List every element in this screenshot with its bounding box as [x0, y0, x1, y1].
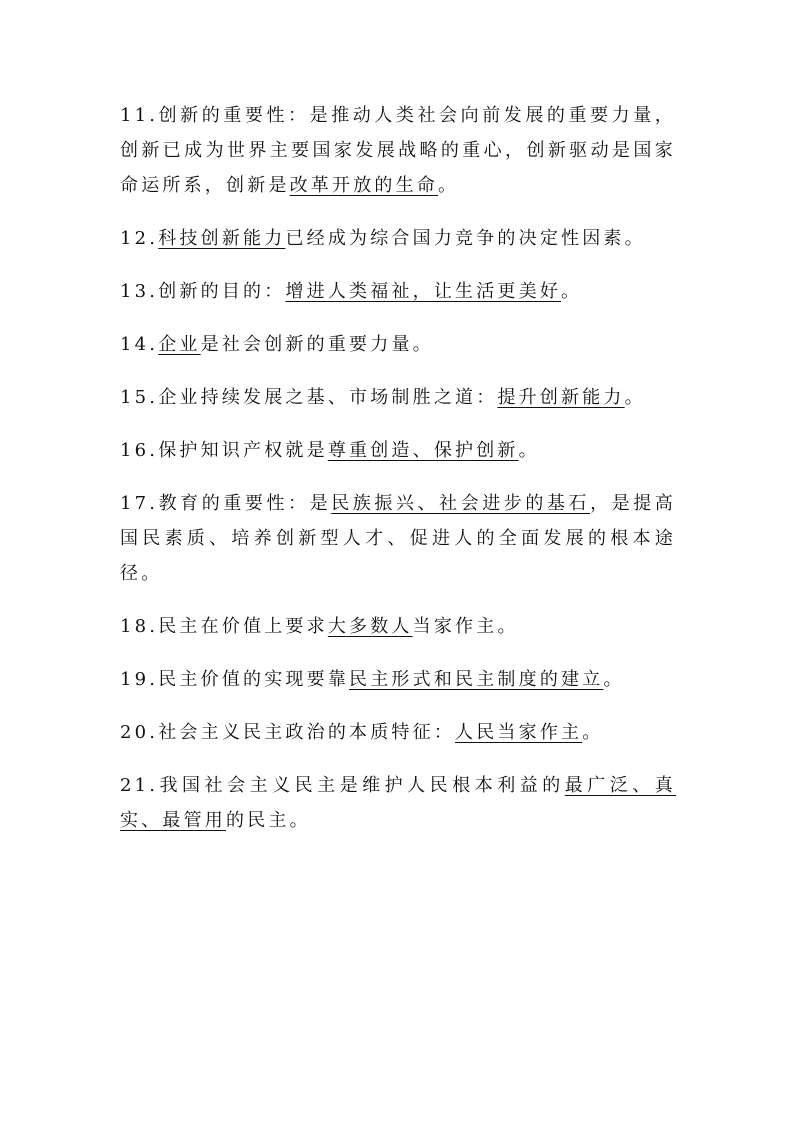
item-11-text-1: 11.创新的重要性：是推动人类社会向前发展的重要力量，创新已成为世界主要国家发展战略的重心，创新驱动是国家命运所系，创新是: [120, 105, 676, 196]
item-17: [120, 486, 676, 591]
item-14-underlined-text: 企业: [158, 334, 201, 355]
item-12-text-2: 已经成为综合国力竞争的决定性因素。: [285, 228, 646, 249]
item-18-text-1: 18.民主在价值上要求: [120, 616, 328, 637]
item-11: [120, 98, 676, 203]
item-17-underlined-text: 民族振兴、社会进步的基石: [331, 493, 591, 514]
item-14-text-2: 是社会创新的重要力量。: [200, 334, 434, 355]
item-16-underlined-text: 尊重创造、保护创新: [327, 440, 519, 461]
item-20-text-2: 。: [582, 722, 604, 743]
item-14: [120, 327, 676, 362]
item-18-text-2: 当家作主。: [412, 616, 519, 637]
item-12-text-1: 12.: [120, 228, 159, 249]
item-17-text-1: 17.教育的重要性：是: [120, 493, 332, 514]
item-17-text-2: ，是提高国民素质、培养创新型人才、促进人的全面发展的根本途径。: [120, 493, 676, 584]
item-12-underlined-text: 科技创新能力: [158, 228, 286, 249]
item-12: [120, 221, 676, 256]
item-13-text-2: 。: [561, 281, 583, 302]
item-13: [120, 274, 676, 309]
item-21-text-1: 21.我国社会主义民主是维护人民根本利益的: [120, 775, 565, 796]
item-19: [120, 662, 676, 697]
item-16-text-1: 16.保护知识产权就是: [120, 440, 328, 461]
item-20: [120, 715, 676, 750]
item-15-text-1: 15.企业持续发展之基、市场制胜之道：: [120, 387, 498, 408]
item-16-text-2: 。: [518, 440, 540, 461]
item-20-text-1: 20.社会主义民主政治的本质特征：: [120, 722, 456, 743]
item-15: [120, 380, 676, 415]
item-19-underlined-text: 民主形式和民主制度的建立: [349, 669, 604, 690]
item-19-text-2: 。: [603, 669, 625, 690]
item-21-text-2: 的民主。: [226, 810, 311, 831]
item-15-underlined-text: 提升创新能力: [497, 387, 625, 408]
item-21: [120, 768, 676, 838]
item-19-text-1: 19.民主价值的实现要靠: [120, 669, 350, 690]
item-13-underlined-text: 增进人类福祉，让生活更美好: [285, 281, 562, 302]
item-20-underlined-text: 人民当家作主: [455, 722, 583, 743]
item-16: [120, 433, 676, 468]
item-18-underlined-text: 大多数人: [327, 616, 413, 637]
item-15-text-2: 。: [624, 387, 646, 408]
item-11-text-2: 。: [438, 175, 460, 196]
item-14-text-1: 14.: [120, 334, 159, 355]
item-11-underlined-text: 改革开放的生命: [289, 175, 439, 196]
item-21-underlined-text: 最广泛、真实、最管用: [120, 775, 676, 831]
item-13-text-1: 13.创新的目的：: [120, 281, 286, 302]
item-18: [120, 609, 676, 644]
document-page: [120, 98, 676, 856]
